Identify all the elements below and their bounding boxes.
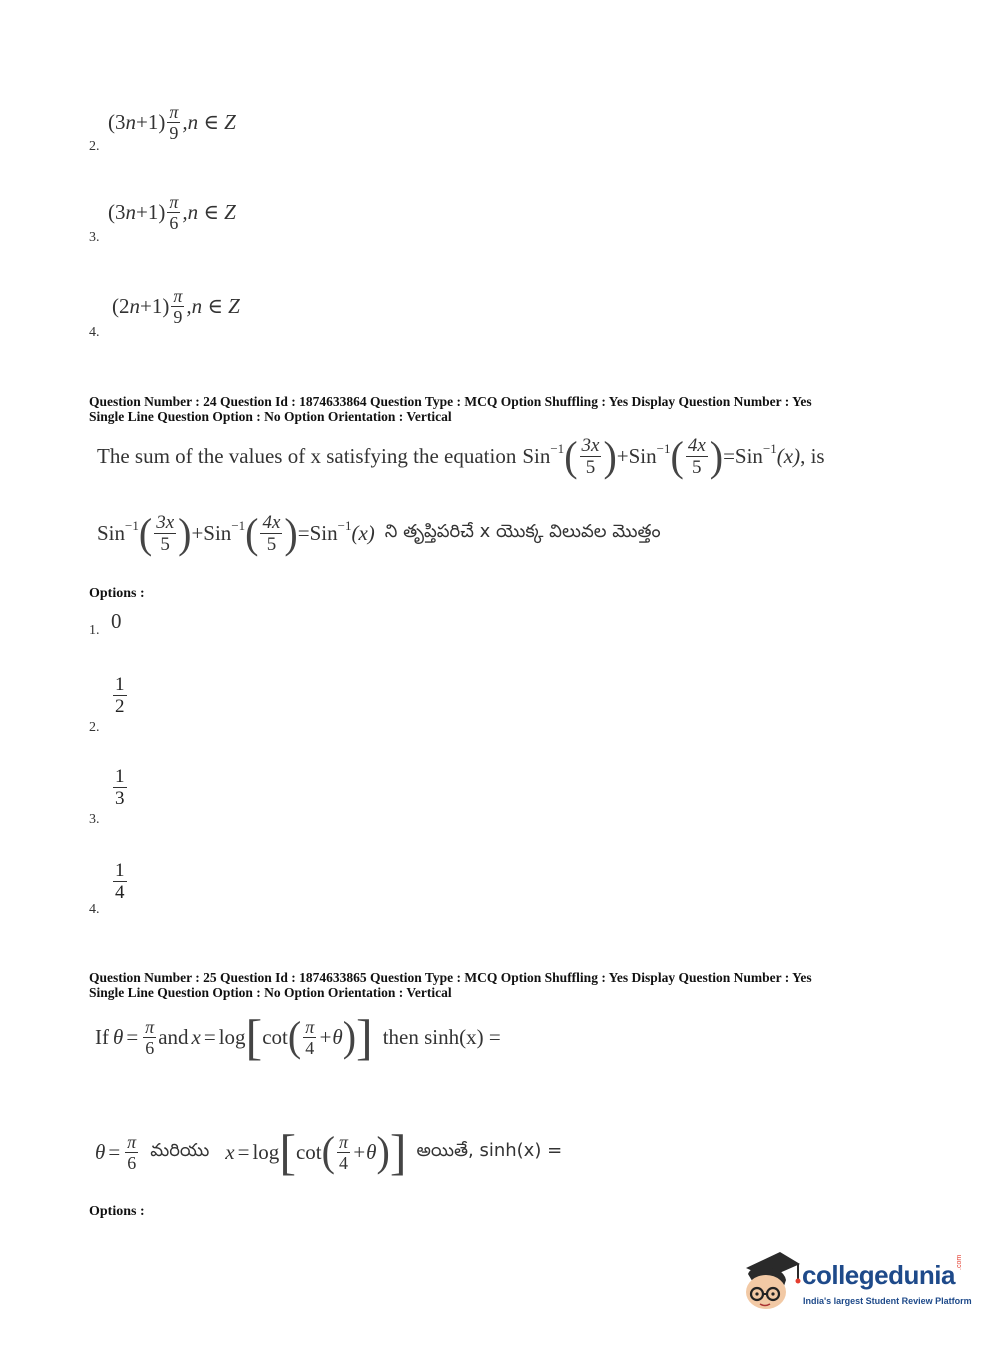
formula-tail: ,n ∈ Z [182,200,236,224]
bracket-close: ] [356,1009,373,1065]
x-variable: x [225,1139,235,1164]
formula-part: (3 [108,110,126,134]
telugu-and: మరియు [150,1139,210,1161]
fraction-numerator: π [127,1131,137,1152]
paren-close: ) [603,432,617,480]
plus-theta: +θ [318,1024,343,1049]
fraction-numerator: π [145,1016,155,1037]
inverse-superscript: −1 [762,440,777,456]
fraction-denominator: 5 [585,457,596,478]
option-number: 4. [89,902,100,917]
cot-label: cot [262,1024,288,1049]
paren-open: ( [670,432,684,480]
fraction-numerator: 1 [115,674,125,695]
option-formula [112,287,240,326]
fraction-numerator: 1 [115,766,125,787]
collegedunia-logo[interactable] [740,1250,970,1320]
fraction-numerator: 4x [687,435,706,456]
bracket-open: [ [279,1124,296,1180]
option-number: 1. [89,623,100,638]
paren-close: ) [376,1127,390,1176]
question-tail: , is [800,444,825,468]
sin-label: Sin [734,444,763,468]
fraction [113,767,127,808]
fraction [113,861,127,902]
formula-part: +1) [136,200,166,224]
sin-label: Sin [522,444,551,468]
fraction-denominator: 9 [169,123,179,143]
option-number: 4. [89,325,100,340]
fraction-denominator: 5 [692,457,702,478]
rhs-argument: (x) [351,521,375,545]
question-24-text-english [97,432,825,480]
brand-name: collegedunia [802,1260,955,1290]
fraction [171,287,184,326]
fraction-numerator: π [169,102,179,122]
formula-part: +1) [136,110,166,134]
equals-sign: = [126,1024,139,1049]
option-number: 3. [89,812,100,827]
fraction-denominator: 4 [115,882,125,903]
formula-tail: ,n ∈ Z [186,294,240,318]
paren-open: ( [138,509,153,557]
equals-sign: = [723,444,735,468]
fraction-numerator: 4x [262,512,281,533]
formula-part: (2 [112,294,130,318]
fraction-denominator: 4 [338,1152,348,1173]
fraction-denominator: 2 [115,696,125,717]
brand-dotcom: .com [956,1254,963,1270]
equals-sign: = [297,521,310,545]
question-25-meta [89,970,812,1000]
fraction-denominator: 6 [169,213,179,233]
fraction-4x-5 [686,436,708,477]
inverse-superscript: −1 [125,517,139,533]
paren-open: ( [245,509,259,557]
paren-open: ( [287,1012,302,1061]
fraction-numerator: π [173,286,183,306]
cot-label: cot [295,1139,322,1164]
telugu-then: అయితే, sinh(x) = [416,1139,563,1161]
log-label: log [218,1024,246,1049]
inverse-superscript: −1 [656,440,671,456]
sin-label: Sin [203,521,232,545]
question-24-options-label: Options : [89,586,145,601]
plus-sign: + [616,444,629,468]
x-variable: x [191,1024,201,1049]
fraction-pi-4 [337,1133,350,1172]
meta-line: Single Line Question Option : No Option Orientation : Vertical [89,985,452,1000]
question-25-options-label: Options : [89,1204,145,1219]
fraction [167,103,180,142]
meta-line: Question Number : 24 Question Id : 1874633864 Question Type : MCQ Option Shuffling : Yes Display Question Number : Yes [89,394,812,409]
plus-sign: + [191,521,204,545]
fraction-numerator: π [338,1131,348,1152]
theta-symbol: θ [95,1139,106,1164]
fraction-numerator: 3x [581,435,600,456]
equals-sign: = [237,1139,250,1164]
meta-line: Single Line Question Option : No Option Orientation : Vertical [89,409,452,424]
formula-part: +1) [140,294,170,318]
fraction-denominator: 4 [305,1037,315,1058]
telugu-text: ని తృప్తిపరిచే x యొక్క విలువల మొత్తం [384,521,661,542]
inverse-superscript: −1 [337,517,352,533]
question-24-text-telugu [97,509,661,557]
fraction-numerator: 3x [156,512,175,533]
formula-var: n [125,110,136,134]
fraction-denominator: 6 [145,1037,155,1058]
question-24-meta [89,394,812,424]
rhs-argument: (x) [776,444,801,468]
question-25-text-english [95,1009,501,1065]
plus-theta: +θ [351,1139,377,1164]
sin-label: Sin [309,521,338,545]
paren-open: ( [321,1127,335,1176]
fraction-pi-6 [143,1018,156,1057]
paren-close: ) [178,509,192,557]
option-formula [108,193,236,232]
formula-tail: ,n ∈ Z [182,110,236,134]
brand-tagline: India's largest Student Review Platform [803,1296,972,1306]
meta-line: Question Number : 25 Question Id : 1874633865 Question Type : MCQ Option Shuffling : Yes Display Question Number : Yes [89,970,812,985]
formula-part: (3 [108,200,126,224]
question-text: The sum of the values of x satisfying the equation [97,444,517,468]
fraction [167,193,180,232]
inverse-superscript: −1 [550,440,565,456]
fraction [113,675,127,716]
mascot-icon [740,1250,802,1312]
fraction-pi-4 [303,1018,316,1057]
option-number: 2. [89,720,100,735]
option-value: 0 [111,609,122,633]
bracket-close: ] [389,1124,407,1180]
fraction-denominator: 3 [115,788,125,809]
fraction-3x-5 [154,513,176,554]
question-25-text-telugu [95,1124,563,1180]
fraction-numerator: 1 [115,860,125,881]
fraction-numerator: π [169,192,179,212]
fraction-numerator: π [305,1016,315,1037]
formula-var: n [129,294,140,318]
option-number: 3. [89,230,100,245]
paren-close: ) [342,1012,357,1061]
theta-symbol: θ [113,1024,124,1049]
fraction-3x-5 [580,436,602,477]
fraction-pi-6 [125,1133,138,1172]
and-word: and [158,1024,189,1049]
if-word: If [95,1024,109,1049]
bracket-open: [ [245,1009,263,1065]
option-number: 2. [89,139,100,154]
sin-label: Sin [628,444,657,468]
fraction-denominator: 5 [160,534,170,555]
formula-var: n [125,200,136,224]
inverse-superscript: −1 [231,517,246,533]
equals-sign: = [108,1139,121,1164]
fraction-4x-5 [260,513,282,554]
fraction-denominator: 5 [266,534,277,555]
sin-label: Sin [97,521,126,545]
then-text: then sinh(x) = [382,1024,501,1049]
paren-close: ) [709,432,724,480]
paren-close: ) [284,509,298,557]
fraction-denominator: 6 [127,1152,137,1173]
equals-sign: = [203,1024,216,1049]
option-formula [108,103,236,142]
paren-open: ( [564,432,578,480]
fraction-denominator: 9 [173,307,183,327]
log-label: log [252,1139,280,1164]
